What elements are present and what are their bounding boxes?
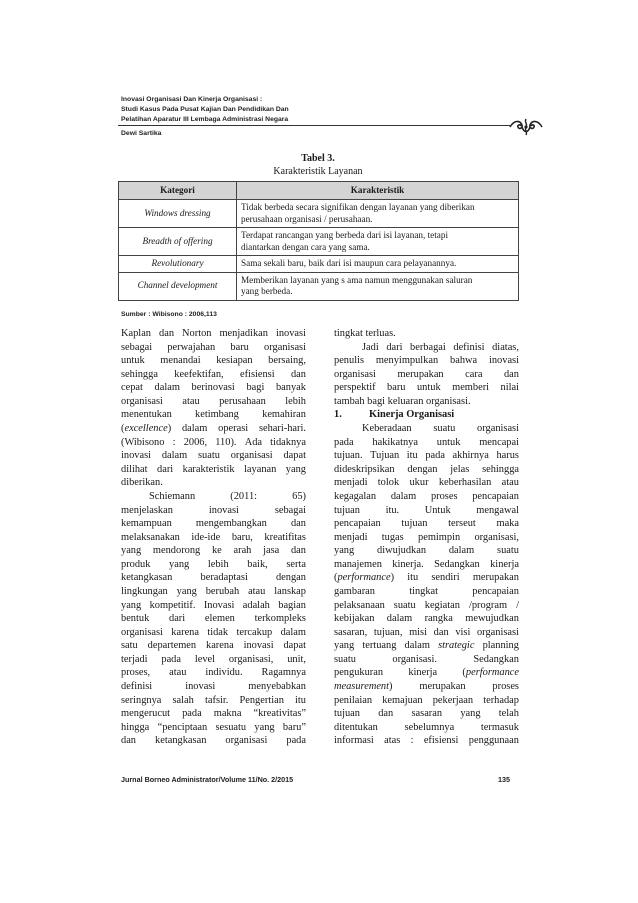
text-line: yang mendorong ke arah jasa dan (121, 545, 306, 557)
text-line: mengerucut pada makna “kreativitas” (121, 708, 306, 720)
table-source: Sumber : Wibisono : 2006,113 (121, 311, 217, 318)
text-line: sebagai perwajahan baru organisasi (121, 341, 306, 353)
text-line: dideskripsikan dengan jelas sehingga (334, 463, 519, 475)
text-line: bentuk dari elemen terkompleks (121, 613, 306, 625)
cell-line: yang berbeda. (241, 286, 293, 296)
text-line: gambaran tingkat pencapaian (334, 585, 519, 597)
scroll-ornament-icon (508, 116, 544, 138)
section-heading (334, 408, 519, 422)
table-caption: Karakteristik Layanan (273, 166, 363, 177)
text-line: kebijakan dalam rangka mewujudkan (334, 613, 519, 625)
text-line: organisasi merupakan cara dan (334, 368, 519, 380)
table-cell-kategori: Revolutionary (119, 256, 237, 273)
text-line: Kaplan dan Norton menjadikan inovasi (121, 328, 306, 339)
cell-line: diantarkan dengan cara yang sama. (241, 241, 370, 252)
cell-line: perusahaan organisasi / perusahaan. (241, 213, 373, 224)
text-line: Jadi dari berbagai definisi diatas, (362, 341, 519, 353)
text-line: pelaksanaan suatu kegiatan /program / (334, 599, 519, 611)
table-cell-karakteristik (237, 256, 519, 273)
cell-line: Terdapat rancangan yang berbeda dari isi layanan, tetapi (241, 230, 448, 240)
text-line: untuk menandai kesiapan bersaing, (121, 355, 306, 367)
text-line: (excellence) dalam operasi sehari-hari. (121, 423, 306, 435)
text-line: menentukan ketimbang kemahiran (121, 409, 306, 421)
text-line: ketangkasan beradaptasi dengan (121, 572, 306, 584)
text-line: terjadi pada level organisasi, unit, (121, 653, 306, 665)
text-line: pada hakikatnya untuk mencapai (334, 436, 519, 448)
text-line: kemampuan mengembangkan dan (121, 518, 306, 530)
text-line: tujuan itu. Untuk mengawal (334, 504, 519, 516)
text-line: proses, atau individu. Ragamnya (121, 667, 306, 679)
text-line: manajemen kinerja. Sedangkan kinerja (334, 558, 519, 570)
text-line: ditentukan sebelumnya termasuk (334, 721, 519, 733)
text-line: yang diwujudkan dalam suatu (334, 545, 519, 557)
text-line: pengukuran kinerja (performance (334, 667, 519, 679)
table-row (119, 256, 519, 273)
text-line: suatu organisasi. Sedangkan (334, 653, 519, 665)
text-line: informasi atas : efisiensi penggunaan (334, 735, 519, 747)
text-line: Schiemann (2011: 65) (149, 490, 306, 502)
text-line: pencapaian tujuan terseut maka (334, 518, 519, 530)
text-line: tujuan. Tujuan itu pada akhirnya harus (334, 450, 519, 462)
page-number: 135 (498, 775, 510, 784)
text-line: dilihat dari karakteristik layanan yang (121, 463, 306, 475)
text-line: tambah bagi keluaran organisasi. (334, 395, 471, 407)
footer-journal: Jurnal Borneo Administrator/Volume 11/No. 2/2015 (121, 775, 294, 784)
text-line: menjadi tugas pemimpin organisasi, (334, 531, 519, 543)
text-line: inovasi dalam suatu organisasi dapat (121, 450, 306, 462)
body-column-left (121, 327, 306, 748)
text-line: produk yang lebih baik, serta (121, 558, 306, 570)
text-line: perspektif baru untuk memberi nilai (334, 382, 519, 394)
text-line: tingkat terluas. (334, 328, 396, 339)
section-number: 1. (334, 409, 342, 421)
text-line: yang kompetitif. Inovasi adalah bagian (121, 599, 306, 611)
text-line: (performance) itu sendiri merupakan (334, 572, 519, 584)
text-line: hingga “penciptaan sesuatu yang baru” (121, 721, 306, 733)
text-line: dan ketangkasan organisasi pada (121, 735, 306, 747)
characteristics-table (118, 181, 519, 301)
text-line: seringnya salah tafsir. Pengertian itu (121, 694, 306, 706)
text-line: sasaran, tujuan, misi dan visi organisasi (334, 626, 519, 638)
body-column-right (334, 327, 519, 748)
section-title: Kinerja Organisasi (369, 409, 455, 421)
table-header-row (119, 182, 519, 200)
text-line: yang tertuang dalam strategic planning (334, 640, 519, 652)
column-header-karakteristik: Karakteristik (237, 182, 519, 200)
author-name: Dewi Sartika (121, 130, 162, 137)
text-line: organisasi karena tidak tercakup dalam (121, 626, 306, 638)
text-line: diberikan. (121, 477, 163, 489)
table-cell-karakteristik (237, 272, 519, 300)
text-line: kegagalan dalam proses pencapaian (334, 490, 519, 502)
table-cell-kategori: Breadth of offering (119, 228, 237, 256)
text-line: organisasi atau perusahaan lebih (121, 395, 306, 407)
text-line: measurement) merupakan proses (334, 681, 519, 693)
table-cell-karakteristik (237, 200, 519, 228)
text-line: tujuan dan sasaran yang telah (334, 708, 519, 720)
text-line: lingkungan yang berubah atau lanskap (121, 585, 306, 597)
text-line: penulis menyimpulkan bahwa inovasi (334, 355, 519, 367)
text-line: menjadi tolok ukur keberhasilan atau (334, 477, 519, 489)
text-line: definisi inovasi menyebabkan (121, 681, 306, 693)
cell-line: Tidak berbeda secara signifikan dengan layanan yang diberikan (241, 202, 475, 212)
text-line: melaksanakan ide-ide baru, kreatifitas (121, 531, 306, 543)
text-line: satu departemen karena inovasi dapat (121, 640, 306, 652)
text-line: cepat dalam berinovasi bagi banyak (121, 382, 306, 394)
table-cell-karakteristik (237, 228, 519, 256)
header-title-line: Studi Kasus Pada Pusat Kajian Dan Pendidikan Dan (121, 106, 289, 113)
table-cell-kategori: Channel development (119, 272, 237, 300)
text-line: Keberadaan suatu organisasi (362, 423, 519, 435)
table-row (119, 228, 519, 256)
running-header (121, 95, 361, 125)
table-cell-kategori: Windows dressing (119, 200, 237, 228)
text-line: (Wibisono : 2006, 110). Ada tidaknya (121, 436, 306, 448)
header-title-line: Pelatihan Aparatur III Lembaga Administrasi Negara (121, 116, 289, 123)
cell-line: Sama sekali baru, baik dari isi maupun cara pelayanannya. (241, 258, 457, 268)
header-rule (118, 125, 510, 126)
text-line: menjelaskan inovasi sebagai (121, 504, 306, 516)
table-label: Tabel 3. (301, 153, 335, 164)
column-header-kategori: Kategori (119, 182, 237, 200)
cell-line: Memberikan layanan yang s ama namun menggunakan saluran (241, 274, 473, 285)
text-line: sehingga keefektifan, efisiensi dan (121, 368, 306, 380)
header-title-line: Inovasi Organisasi Dan Kinerja Organisasi : (121, 96, 263, 103)
text-line: penilaian kemajuan pekerjaan terhadap (334, 694, 519, 706)
table-row (119, 272, 519, 300)
table-row (119, 200, 519, 228)
